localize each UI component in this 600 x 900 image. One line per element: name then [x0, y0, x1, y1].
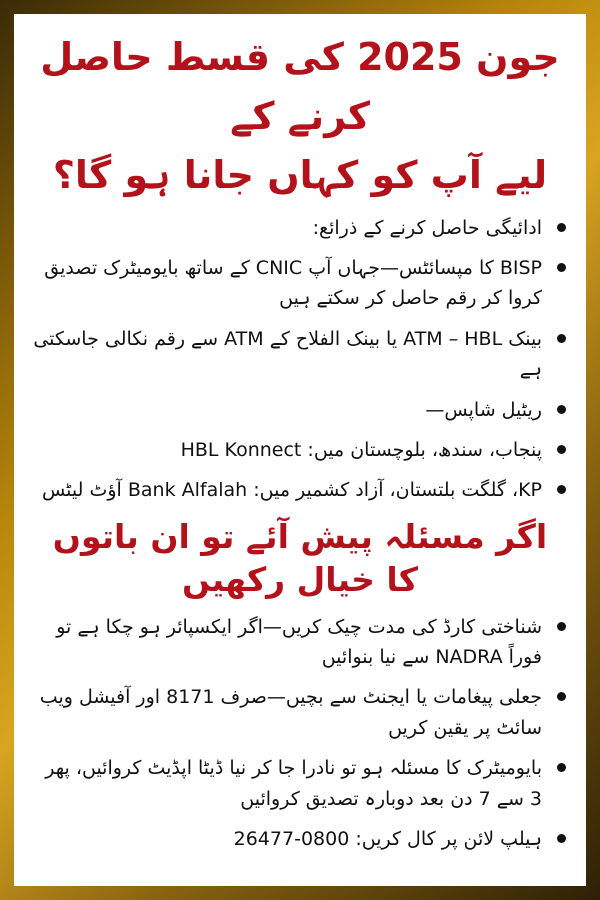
bullet-icon: [557, 692, 566, 701]
list-item-text: BISP کا مپسائٹس—جہاں آپ CNIC کے ساتھ بایومیٹرک تصدیق کروا کر رقم حاصل کر سکتے ہیں: [44, 257, 542, 310]
list-item-text: شناختی کارڈ کی مدت چیک کریں—اگر ایکسپائر ہو چکا ہے تو فوراً NADRA سے نیا بنوائیں: [56, 615, 542, 668]
tips-list: [32, 612, 568, 855]
title-line-1: جون 2025 کی قسط حاصل کرنے کے: [40, 35, 560, 138]
title-line-2: لیے آپ کو کہاں جانا ہو گا؟: [52, 152, 548, 197]
payment-methods-list: [32, 213, 568, 506]
list-item-text: ادائیگی حاصل کرنے کے ذرائع:: [312, 216, 542, 239]
info-card: [14, 14, 586, 886]
list-item: [32, 213, 568, 243]
list-item: [32, 753, 568, 814]
list-item-text: پنجاب، سندھ، بلوچستان میں: HBL Konnect: [180, 439, 542, 462]
bullet-icon: [557, 834, 566, 843]
list-item: [32, 682, 568, 743]
section-heading: اگر مسئلہ پیش آئے تو ان باتوں کا خیال رکھیں: [52, 516, 548, 599]
list-item: [32, 253, 568, 314]
bullet-icon: [557, 485, 566, 494]
list-item: [32, 475, 568, 505]
bullet-icon: [557, 763, 566, 772]
list-item: [32, 435, 568, 465]
list-item: [32, 395, 568, 425]
list-item-text: KP، گلگت بلتستان، آزاد کشمیر میں: Bank Alfalah آؤٹ لیٹس: [41, 479, 542, 502]
list-item-text: بینک ATM – HBL یا بینک الفلاح کے ATM سے رقم نکالی جاسکتی ہے: [33, 327, 542, 381]
bullet-icon: [557, 334, 566, 343]
list-item: [32, 324, 568, 385]
list-item-text: بایومیٹرک کا مسئلہ ہو تو نادرا جا کر نیا ڈیٹا اپڈیٹ کروائیں، پھر 3 سے 7 دن بعد دوبارہ تصدیق کروائیں: [45, 757, 542, 810]
list-item: [32, 824, 568, 854]
list-item-text: ہیلپ لائن پر کال کریں: 0800-26477: [233, 827, 542, 850]
bullet-icon: [557, 223, 566, 232]
bullet-icon: [557, 445, 566, 454]
page-title: [32, 28, 568, 205]
list-item: [32, 612, 568, 673]
list-item-text: جعلی پیغامات یا ایجنٹ سے بچیں—صرف 8171 اور آفیشل ویب سائٹ پر یقین کریں: [39, 686, 542, 739]
bullet-icon: [557, 263, 566, 272]
list-item-text: ریٹیل شاپس—: [425, 398, 542, 421]
bullet-icon: [557, 405, 566, 414]
bullet-icon: [557, 622, 566, 631]
